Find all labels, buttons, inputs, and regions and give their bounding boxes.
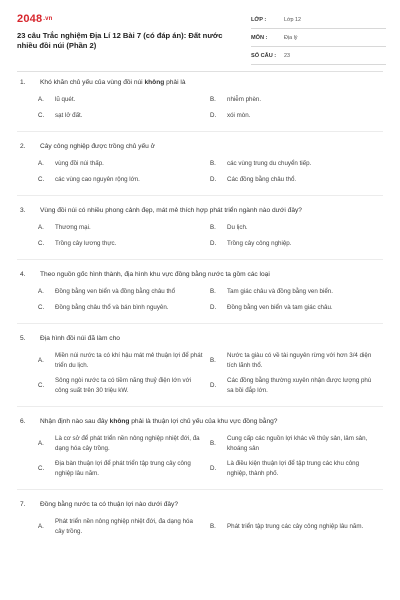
header [0,0,400,66]
option-letter: B. [210,523,216,530]
option-letter: B. [210,440,216,447]
option-text: Thương mại. [55,224,91,231]
answer-option-a[interactable] [38,223,210,233]
site-logo[interactable] [17,13,53,25]
answer-option-d[interactable] [210,175,382,185]
logo-suffix: .vn [43,16,53,22]
question-6 [0,417,400,478]
option-text: Tam giác châu và đồng bằng ven biển. [227,288,333,295]
question-text-pre: Nhận định nào sau đây [40,418,110,425]
question-text-bold: không [144,79,165,86]
question-number: 2. [20,143,26,150]
option-text: xói mòn. [227,111,251,119]
option-row [0,159,400,169]
option-letter: D. [210,303,217,311]
option-text: Đồng bằng châu thổ và bán bình nguyên. [55,303,169,311]
answer-option-b[interactable] [210,159,382,169]
option-letter: C. [38,465,45,472]
question-number: 3. [20,207,26,214]
question-4 [0,270,400,312]
question-text [0,78,400,87]
logo-text: 2048 [17,13,43,25]
option-text: sạt lở đất. [55,111,83,119]
option-letter: A. [38,96,44,104]
option-letter: B. [210,288,216,296]
question-number: 5. [20,335,26,342]
header-divider [17,71,383,72]
question-text-pre: Khó khăn chủ yếu của vùng đồi núi [40,79,145,86]
question-text [0,206,400,215]
option-letter: A. [38,357,44,364]
question-list [0,78,400,547]
info-table [251,13,386,67]
option-text: Du lịch. [227,224,248,231]
option-letter: C. [38,239,45,247]
answer-option-b[interactable] [210,287,382,297]
answer-option-b[interactable] [210,517,382,536]
spacer [0,196,400,206]
option-letter: B. [210,357,216,364]
option-text: Cung cấp các nguồn lợi khác về thủy sản, lâm sản, khoáng sản [227,435,368,452]
option-row [0,175,400,185]
question-1 [0,78,400,120]
info-value: 23 [284,53,290,59]
option-letter: C. [38,111,45,119]
question-text-bold: không [109,418,130,425]
question-text-pre: Địa hình đồi núi đã làm cho [40,335,120,342]
question-5 [0,334,400,395]
option-letter: A. [38,224,44,232]
option-text: các vùng cao nguyên rộng lớn. [55,175,140,183]
option-letter: B. [210,160,216,168]
option-letter: C. [38,382,45,389]
question-3 [0,206,400,248]
info-row-class [251,13,386,29]
question-number: 6. [20,418,26,425]
answer-option-a[interactable] [38,434,210,453]
option-row [0,223,400,233]
answer-options [0,517,400,536]
option-row [0,239,400,249]
answer-options [0,434,400,478]
option-text: Phát triển tập trung các cây công nghiệp lâu năm. [227,522,364,530]
answer-option-a[interactable] [38,159,210,169]
option-text: Là cơ sở để phát triển nền nông nghiệp nhiệt đới, đa dạng hóa cây trồng. [55,435,200,452]
option-letter: D. [210,382,217,389]
option-text: Miền núi nước ta có khí hậu mát mẻ thuận lợi để phát triển du lịch. [55,352,203,369]
answer-option-d[interactable] [210,459,382,478]
answer-option-b[interactable] [210,95,382,105]
spacer [0,260,400,270]
question-7 [0,500,400,536]
option-letter: B. [210,224,216,232]
option-text: Phát triển nền nông nghiệp nhiệt đới, đa dạng hóa cây trồng. [55,518,193,535]
answer-option-a[interactable] [38,95,210,105]
option-letter: C. [38,303,45,311]
option-letter: D. [210,465,217,472]
option-letter: A. [38,288,44,296]
answer-option-d[interactable] [210,239,382,249]
question-text [0,500,400,509]
option-letter: C. [38,175,45,183]
option-row [0,111,400,121]
option-row [0,287,400,297]
question-number: 1. [20,79,26,86]
option-text: nhiễm phèn. [227,96,262,103]
option-text: Các đồng bằng thường xuyên nhận được lượng phù sa bồi đắp lớn. [227,377,372,394]
answer-option-a[interactable] [38,351,210,370]
question-text-post: phải là [164,79,186,86]
option-text: Địa bàn thuận lợi để phát triển tập trung cây công nghiệp lâu năm. [55,460,191,477]
info-label: SỐ CÂU : [251,53,277,59]
option-text: Nước ta giàu có về tài nguyên rừng với hơn 3/4 diện tích lãnh thổ. [227,352,372,369]
option-letter: B. [210,96,216,104]
option-letter: D. [210,239,217,247]
answer-option-a[interactable] [38,287,210,297]
answer-option-d[interactable] [210,111,382,121]
option-row [0,351,400,370]
question-text-post: phải là thuận lợi chủ yếu của khu vực đồng bằng? [129,418,278,425]
answer-options [0,223,400,248]
question-text [0,270,400,279]
option-letter: A. [38,160,44,168]
answer-options [0,351,400,395]
spacer [0,132,400,142]
question-2 [0,142,400,184]
info-row-subject [251,31,386,47]
spacer [0,407,400,417]
spacer [0,324,400,334]
answer-options [0,95,400,120]
page-title: 23 câu Trắc nghiệm Địa Lí 12 Bài 7 (có đáp án): Đất nước nhiều đồi núi (Phần 2) [17,31,223,50]
option-row [0,376,400,395]
answer-option-c[interactable] [38,239,210,249]
option-letter: D. [210,175,217,183]
answer-option-b[interactable] [210,351,382,370]
answer-option-c[interactable] [38,303,210,313]
answer-option-b[interactable] [210,434,382,453]
question-text-pre: Đồng bằng nước ta có thuận lợi nào dưới đây? [40,501,179,508]
answer-option-c[interactable] [38,376,210,395]
info-row-count [251,49,386,65]
option-text: Đồng bằng ven biển và tam giác châu. [227,303,333,311]
option-letter: D. [210,111,217,119]
option-text: Là điều kiện thuận lợi để tập trung các khu công nghiệp, thành phố. [227,460,360,477]
info-value: Địa lý [284,35,298,41]
question-text-pre: Vùng đồi núi có nhiều phong cảnh đẹp, mát mẻ thích hợp phát triển ngành nào dưới đây? [40,207,302,214]
question-text [0,142,400,151]
option-text: các vùng trung du chuyển tiếp. [227,160,312,167]
answer-option-c[interactable] [38,175,210,185]
info-label: LỚP : [251,17,267,23]
option-row [0,95,400,105]
option-row [0,459,400,478]
info-label: MÔN : [251,35,268,41]
spacer [0,490,400,500]
answer-options [0,287,400,312]
option-letter: A. [38,523,44,530]
answer-option-c[interactable] [38,459,210,478]
option-row [0,434,400,453]
answer-option-a[interactable] [38,517,210,536]
option-row [0,303,400,313]
answer-option-d[interactable] [210,303,382,313]
option-text: Trồng cây lương thực. [55,239,117,247]
answer-option-c[interactable] [38,111,210,121]
info-value: Lớp 12 [284,17,302,23]
answer-option-b[interactable] [210,223,382,233]
option-text: Các đồng bằng châu thổ. [227,175,297,183]
question-number: 7. [20,501,26,508]
answer-option-d[interactable] [210,376,382,395]
option-text: Trồng cây công nghiệp. [227,239,292,247]
option-row [0,517,400,536]
answer-options [0,159,400,184]
option-text: lũ quét. [55,96,76,103]
question-number: 4. [20,271,26,278]
option-text: vùng đồi núi thấp. [55,160,104,167]
option-letter: A. [38,440,44,447]
question-text [0,334,400,343]
question-text [0,417,400,426]
question-text-pre: Theo nguồn gốc hình thành, địa hình khu vực đồng bằng nước ta gồm các loại [40,271,270,278]
option-text: Đồng bằng ven biển và đồng bằng châu thổ [55,288,176,295]
question-text-pre: Cây công nghiệp được trồng chủ yếu ở [40,143,155,150]
option-text: Sông ngòi nước ta có tiềm năng thuỷ điện lớn với công suất trên 30 triệu kW. [55,377,192,394]
